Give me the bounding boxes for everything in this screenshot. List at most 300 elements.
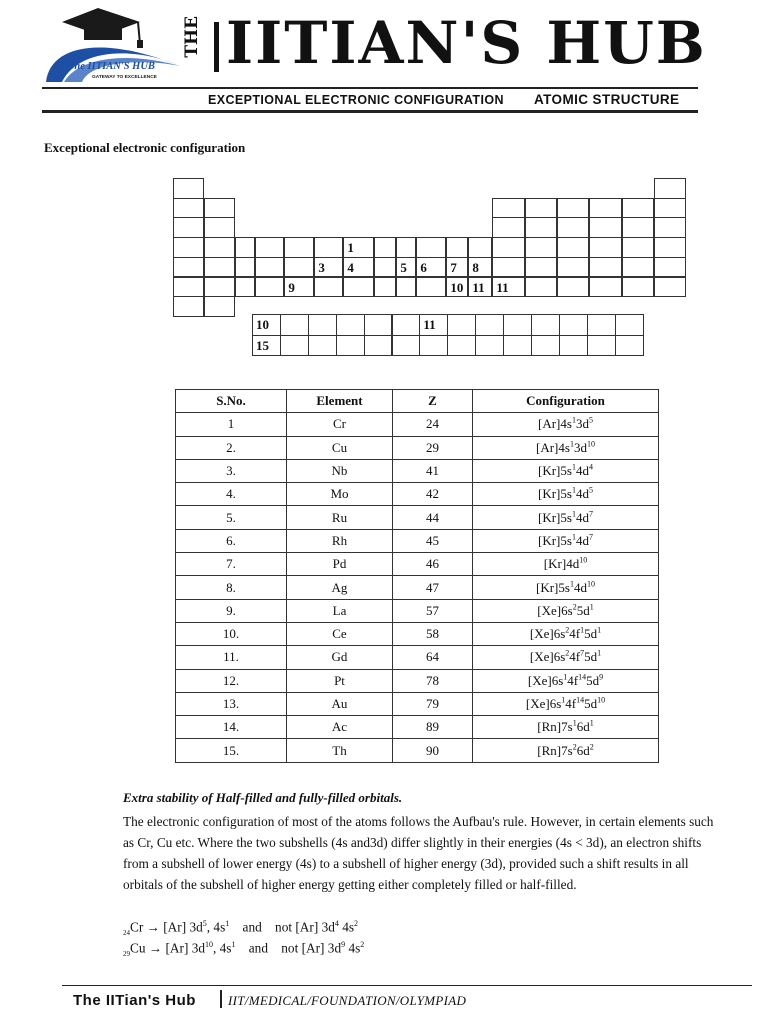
periodic-cell [557, 277, 589, 298]
header-rule-top [42, 87, 698, 89]
configuration-table [175, 389, 659, 763]
config-orbital: 6d [576, 742, 590, 758]
config-orbital: 4d [575, 532, 589, 548]
periodic-cell [468, 277, 492, 298]
footer-rule [62, 985, 752, 986]
config-orbital: 5s [560, 509, 572, 525]
periodic-cell [173, 237, 204, 258]
periodic-cell [204, 198, 235, 219]
header-rule-bottom [42, 110, 698, 113]
cell-element: Mo [287, 483, 393, 506]
periodic-cell [589, 277, 621, 298]
periodic-cell [559, 335, 588, 357]
periodic-cell [503, 335, 532, 357]
eq1-orbital2-sup: 1 [225, 919, 230, 928]
config-electrons: 10 [586, 439, 595, 449]
periodic-cell [587, 314, 616, 336]
config-electrons: 1 [571, 509, 576, 519]
cell-sno: 2. [176, 436, 287, 459]
cell-configuration [473, 739, 659, 762]
periodic-cell [173, 178, 204, 199]
periodic-cell [654, 178, 686, 199]
periodic-cell [492, 277, 524, 298]
config-electrons: 14 [576, 695, 585, 705]
periodic-cell [255, 277, 284, 298]
cell-element: Gd [287, 646, 393, 669]
periodic-cell [284, 277, 314, 298]
config-electrons: 5 [588, 416, 593, 426]
periodic-cell-label: 11 [423, 317, 436, 332]
config-core: [Xe] [525, 696, 550, 711]
footer-tagline: IIT/MEDICAL/FOUNDATION/OLYMPIAD [228, 993, 467, 1008]
periodic-cell [364, 335, 393, 357]
table-row [176, 692, 659, 715]
cell-sno: 4. [176, 483, 287, 506]
periodic-cell [475, 314, 504, 336]
config-core: [Xe] [527, 672, 552, 688]
table-row [176, 506, 659, 529]
periodic-cell [654, 257, 686, 278]
periodic-cell [204, 217, 235, 238]
cell-sno: 1 [176, 413, 287, 436]
periodic-cell [343, 237, 374, 258]
config-orbital: 6s [551, 672, 564, 688]
eq1-core: [Ar] [163, 919, 187, 935]
eq2-atomic-number: 29 [123, 950, 130, 959]
config-electrons: 1 [571, 416, 576, 426]
eq2-not: not [Ar] 3d [281, 940, 342, 956]
eq1-not2: 4s [342, 919, 355, 935]
cell-sno: 14. [176, 716, 287, 739]
periodic-cell [447, 314, 476, 336]
cell-element: Th [287, 739, 393, 762]
config-electrons: 7 [580, 649, 585, 659]
periodic-cell [492, 198, 524, 219]
eq2-orbital2-sup: 1 [231, 940, 236, 949]
periodic-cell-label: 11 [496, 279, 509, 295]
periodic-cell [284, 237, 314, 258]
cell-z: 57 [393, 599, 473, 622]
config-core: [Kr] [543, 556, 567, 572]
periodic-cell-label: 5 [400, 259, 407, 275]
eq2-element: Cu [130, 940, 146, 956]
periodic-cell-label: 3 [318, 259, 325, 275]
periodic-cell-label: 4 [347, 259, 354, 275]
periodic-cell [255, 257, 284, 278]
periodic-cell-label: 15 [256, 337, 269, 353]
periodic-cell [525, 257, 557, 278]
periodic-cell [492, 237, 524, 258]
periodic-cell [255, 237, 284, 258]
cell-z: 47 [393, 576, 473, 599]
eq2-orbital: 3d [191, 940, 205, 956]
config-orbital: 5d [586, 672, 600, 688]
config-orbital: 4d [575, 463, 589, 479]
cell-element: Ru [287, 506, 393, 529]
config-orbital: 6s [553, 649, 566, 665]
config-electrons: 7 [588, 532, 593, 542]
config-orbital: 4f [569, 626, 581, 642]
config-electrons: 1 [597, 649, 602, 659]
eq2-not2: 4s [348, 940, 361, 956]
config-orbital: 4d [566, 556, 580, 572]
config-orbital: 5s [560, 486, 572, 502]
cell-sno: 7. [176, 553, 287, 576]
cell-configuration [473, 553, 659, 576]
cell-z: 58 [393, 622, 473, 645]
periodic-cell [419, 335, 448, 357]
periodic-cell [173, 257, 204, 278]
eq2-orbital-sup: 10 [205, 940, 213, 949]
config-orbital: 6s [561, 602, 573, 618]
periodic-cell [336, 335, 365, 357]
cell-sno: 9. [176, 599, 287, 622]
periodic-cell [589, 217, 621, 238]
brand-logo [40, 6, 190, 86]
config-core: [Kr] [538, 532, 561, 548]
cell-configuration [473, 716, 659, 739]
periodic-cell [416, 237, 446, 258]
config-electrons: 1 [572, 718, 577, 728]
table-row [176, 553, 659, 576]
table-row [176, 669, 659, 692]
periodic-cell [525, 198, 557, 219]
cell-element: Pt [287, 669, 393, 692]
periodic-cell [622, 237, 654, 258]
periodic-cell [446, 257, 468, 278]
cell-configuration [473, 576, 659, 599]
cell-sno: 5. [176, 506, 287, 529]
periodic-cell [392, 314, 421, 336]
cell-configuration [473, 692, 659, 715]
periodic-cell [173, 277, 204, 298]
logo-text: The IITIAN'S HUB [68, 61, 155, 72]
periodic-cell [419, 314, 448, 336]
cell-z: 29 [393, 436, 473, 459]
cell-element: Ac [287, 716, 393, 739]
periodic-cell-label: 10 [256, 317, 269, 332]
config-orbital: 7s [561, 719, 573, 735]
cell-element: Au [287, 692, 393, 715]
periodic-cell [622, 217, 654, 238]
periodic-cell [654, 217, 686, 238]
cell-configuration [473, 599, 659, 622]
periodic-cell [204, 277, 235, 298]
periodic-cell-label: 9 [288, 279, 295, 295]
eq1-orbital2: 4s [213, 919, 226, 935]
periodic-cell [525, 217, 557, 238]
periodic-cell-label: 10 [450, 279, 464, 295]
periodic-cell [343, 257, 374, 278]
periodic-cell [525, 237, 557, 258]
cell-element: Ce [287, 622, 393, 645]
periodic-cell [531, 314, 560, 336]
footer-divider [220, 990, 222, 1008]
config-electrons: 2 [565, 649, 570, 659]
cell-sno: 15. [176, 739, 287, 762]
periodic-cell [235, 277, 255, 298]
periodic-cell-label: 6 [420, 259, 427, 275]
config-core: [Rn] [537, 742, 562, 758]
cell-sno: 12. [176, 669, 287, 692]
cell-z: 89 [393, 716, 473, 739]
periodic-cell [475, 335, 504, 357]
periodic-cell [492, 217, 524, 238]
config-orbital: 4f [565, 696, 577, 711]
cell-z: 24 [393, 413, 473, 436]
periodic-cell [557, 237, 589, 258]
header-sno: S.No. [176, 390, 287, 413]
periodic-cell [392, 335, 421, 357]
config-orbital: 5d [576, 602, 590, 618]
stability-paragraph: The electronic configuration of most of the atoms follows the Aufbau's rule. However, in certain elements such as Cr, Cu etc. Where the two subshells (4s and3d) differ slightly in their energies (4s < 3d), an electron shifts from a subshell of lower energy (4s) to a subshell of higher energy (3d), provided such a shift results in all orbitals of the subshell of higher energy getting either completely filled or half-filled. [123, 814, 714, 892]
cell-z: 79 [393, 692, 473, 715]
cell-element: Rh [287, 529, 393, 552]
cell-z: 41 [393, 459, 473, 482]
config-orbital: 4s [560, 416, 572, 432]
table-row [176, 459, 659, 482]
cell-configuration [473, 436, 659, 459]
periodic-cell [492, 257, 524, 278]
cell-configuration [473, 622, 659, 645]
config-orbital: 4d [575, 486, 589, 502]
periodic-cell [308, 314, 337, 336]
config-orbital: 5d [584, 696, 598, 711]
cell-configuration [473, 506, 659, 529]
config-electrons: 1 [580, 625, 585, 635]
periodic-cell [557, 217, 589, 238]
config-orbital: 5s [560, 532, 572, 548]
config-core: [Xe] [529, 626, 554, 642]
config-orbital: 6d [576, 719, 590, 735]
config-core: [Kr] [538, 463, 561, 479]
periodic-cell [589, 237, 621, 258]
periodic-cell [396, 257, 416, 278]
header-subtitle-right: ATOMIC STRUCTURE [534, 92, 680, 107]
table-row [176, 529, 659, 552]
periodic-cell [446, 277, 468, 298]
footer-brand: The IITian's Hub [73, 992, 196, 1009]
cell-element: Pd [287, 553, 393, 576]
config-orbital: 4f [567, 672, 579, 688]
table-row [176, 716, 659, 739]
periodic-cell [589, 198, 621, 219]
eq1-atomic-number: 24 [123, 929, 130, 938]
periodic-cell [314, 237, 343, 258]
config-orbital: 4d [573, 579, 587, 595]
periodic-cell [622, 277, 654, 298]
eq1-not2-sup: 2 [354, 919, 359, 928]
eq1-orbital: 3d [189, 919, 203, 935]
config-electrons: 9 [599, 672, 604, 682]
config-electrons: 1 [571, 532, 576, 542]
cell-z: 46 [393, 553, 473, 576]
periodic-cell [336, 314, 365, 336]
table-row [176, 599, 659, 622]
cell-element: Cr [287, 413, 393, 436]
config-core: [Kr] [536, 579, 559, 595]
section-title: Exceptional electronic configuration [44, 140, 246, 155]
brand-divider [214, 22, 219, 72]
cell-sno: 6. [176, 529, 287, 552]
config-orbital: 6s [553, 626, 566, 642]
periodic-cell [446, 237, 468, 258]
periodic-cell-label: 11 [472, 279, 485, 295]
config-orbital: 6s [549, 696, 562, 711]
config-orbital: 5d [584, 626, 598, 642]
periodic-cell [503, 314, 532, 336]
periodic-cell [204, 296, 235, 317]
periodic-cell [252, 314, 281, 336]
periodic-cell [374, 277, 396, 298]
periodic-cell [587, 335, 616, 357]
cell-z: 64 [393, 646, 473, 669]
periodic-cell [396, 237, 416, 258]
periodic-cell [280, 335, 309, 357]
periodic-cell [173, 296, 204, 317]
table-row [176, 622, 659, 645]
periodic-cell [559, 314, 588, 336]
periodic-cell [615, 314, 644, 336]
eq1-not-sup: 4 [334, 919, 339, 928]
config-orbital: 5s [560, 463, 572, 479]
periodic-cell [314, 277, 343, 298]
config-core: [Ar] [536, 439, 559, 455]
periodic-cell [468, 257, 492, 278]
header-element: Element [287, 390, 393, 413]
periodic-cell [374, 257, 396, 278]
periodic-cell [343, 277, 374, 298]
table-row [176, 436, 659, 459]
header-configuration: Configuration [473, 390, 659, 413]
config-electrons: 10 [586, 579, 595, 589]
periodic-cell [654, 237, 686, 258]
periodic-cell [622, 257, 654, 278]
eq2-and: and [248, 940, 268, 956]
config-electrons: 1 [571, 486, 576, 495]
cell-z: 78 [393, 669, 473, 692]
config-orbital: 7s [561, 742, 573, 758]
brand-title: IITIAN'S HUB [226, 9, 707, 77]
config-core: [Xe] [529, 649, 554, 665]
config-orbital: 4s [558, 439, 570, 455]
equation-cu: $_{29}$Cu → [Ar] $3d^{10}$, $4s^1$ and not [Ar] $3d^9$ $4s^2$ [123, 940, 365, 959]
cell-element: Cu [287, 436, 393, 459]
periodic-cell [204, 237, 235, 258]
cell-element: La [287, 599, 393, 622]
header-z: Z [393, 390, 473, 413]
cell-z: 44 [393, 506, 473, 529]
cell-sno: 10. [176, 622, 287, 645]
config-electrons: 7 [588, 509, 593, 519]
config-electrons: 1 [563, 672, 568, 682]
cell-configuration [473, 483, 659, 506]
periodic-cell [235, 257, 255, 278]
config-electrons: 2 [572, 602, 577, 612]
config-orbital: 4d [575, 509, 589, 525]
periodic-cell [525, 277, 557, 298]
eq1-not: not [Ar] 3d [275, 919, 335, 935]
table-row [176, 483, 659, 506]
periodic-cell [314, 257, 343, 278]
config-electrons: 1 [589, 602, 594, 612]
eq2-core: [Ar] [165, 940, 189, 956]
cell-z: 42 [393, 483, 473, 506]
config-core: [Rn] [537, 719, 562, 735]
periodic-cell [235, 237, 255, 258]
eq2-not2-sup: 2 [360, 940, 365, 949]
config-electrons: 10 [597, 695, 606, 705]
periodic-cell [622, 198, 654, 219]
cell-configuration [473, 646, 659, 669]
config-orbital: 5s [558, 579, 570, 595]
periodic-cell-label: 7 [450, 259, 457, 275]
periodic-cell-label: 1 [347, 240, 354, 256]
eq2-not-sup: 9 [341, 940, 346, 949]
periodic-cell [468, 237, 492, 258]
periodic-cell [173, 217, 204, 238]
config-electrons: 2 [589, 742, 594, 752]
periodic-cell [173, 198, 204, 219]
config-electrons: 10 [579, 555, 588, 565]
config-electrons: 1 [561, 695, 566, 705]
periodic-cell [396, 277, 416, 298]
config-orbital: 3d [573, 439, 587, 455]
table-row [176, 739, 659, 762]
periodic-cell [557, 198, 589, 219]
config-electrons: 14 [578, 672, 587, 682]
periodic-cell [284, 257, 314, 278]
config-electrons: 2 [565, 625, 570, 635]
config-electrons: 1 [597, 625, 602, 635]
cell-configuration [473, 413, 659, 436]
periodic-cell [364, 314, 393, 336]
eq1-and: and [242, 919, 262, 935]
periodic-cell [416, 277, 446, 298]
config-orbital: 3d [575, 416, 589, 432]
cell-z: 45 [393, 529, 473, 552]
header-subtitle-left: EXCEPTIONAL ELECTRONIC CONFIGURATION [208, 93, 504, 107]
periodic-cell [447, 335, 476, 357]
cell-configuration [473, 529, 659, 552]
periodic-cell [615, 335, 644, 357]
eq2-orbital2: 4s [219, 940, 232, 956]
periodic-cell [654, 198, 686, 219]
cell-sno: 8. [176, 576, 287, 599]
equation-cr: $_{24}$Cr → [Ar] $3d^5$, $4s^1$ and not [Ar] $3d^4$ $4s^2$ [123, 919, 359, 938]
periodic-cell [280, 314, 309, 336]
periodic-cell [416, 257, 446, 278]
table-row [176, 413, 659, 436]
periodic-cell [252, 335, 281, 357]
eq1-orbital-sup: 5 [202, 919, 207, 928]
config-core: [Xe] [537, 602, 562, 618]
config-core: [Ar] [538, 416, 561, 432]
config-electrons: 1 [571, 462, 576, 472]
periodic-cell [531, 335, 560, 357]
config-electrons: 1 [589, 718, 594, 728]
cell-element: Nb [287, 459, 393, 482]
config-electrons: 5 [588, 486, 593, 495]
config-electrons: 4 [588, 462, 593, 472]
periodic-cell [204, 257, 235, 278]
periodic-cell [557, 257, 589, 278]
cell-sno: 3. [176, 459, 287, 482]
periodic-cell [374, 237, 396, 258]
table-header-row [176, 390, 659, 413]
config-orbital: 5d [584, 649, 598, 665]
table-row [176, 646, 659, 669]
